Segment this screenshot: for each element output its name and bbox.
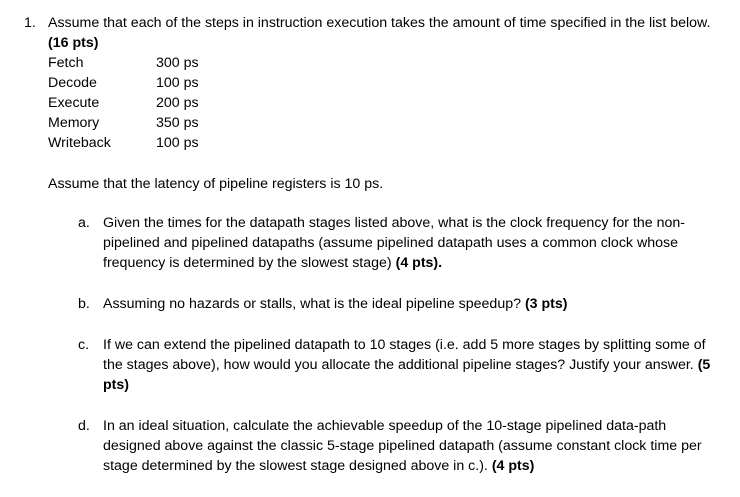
stage-name: Fetch <box>48 55 84 71</box>
subquestion-c <box>78 335 718 395</box>
stage-row <box>48 133 718 153</box>
stage-row <box>48 53 718 73</box>
stage-name: Writeback <box>48 135 111 151</box>
question-number: 1. <box>24 15 36 31</box>
stage-row <box>48 73 718 93</box>
subquestion-text <box>103 335 718 395</box>
stage-time: 200 ps <box>156 95 199 111</box>
subquestion-body: Assuming no hazards or stalls, what is the ideal pipeline speedup? <box>103 296 521 312</box>
subquestion-b <box>78 294 718 314</box>
question-body <box>48 13 718 208</box>
question-stem-text: Assume that each of the steps in instruction execution takes the amount of time specified in the list below. <box>48 15 711 31</box>
subquestion-text <box>103 294 718 314</box>
subquestion-letter: a. <box>78 215 90 231</box>
stage-time: 300 ps <box>156 55 199 71</box>
subquestion-body: If we can extend the pipelined datapath to 10 stages (i.e. add 5 more stages by splitting some of the stages above), how would you allocate the additional pipeline stages? Justify your answer. <box>103 337 706 373</box>
subquestion-points: (4 pts). <box>395 255 443 271</box>
question-stem-points: (16 pts) <box>48 35 99 51</box>
subquestion-a <box>78 213 718 273</box>
stage-time: 350 ps <box>156 115 199 131</box>
stage-row <box>48 113 718 133</box>
subquestion-letter: c. <box>78 337 90 353</box>
subquestion-points: (5 pts) <box>103 357 711 393</box>
subquestion-d <box>78 416 718 476</box>
latency-note: Assume that the latency of pipeline registers is 10 ps. <box>48 176 384 192</box>
subquestion-list <box>78 213 718 497</box>
stage-name: Memory <box>48 115 100 131</box>
subquestion-text <box>103 416 718 476</box>
subquestion-points: (4 pts) <box>491 458 535 474</box>
subquestion-text <box>103 213 718 273</box>
stage-name: Execute <box>48 95 100 111</box>
stage-time-list <box>48 53 718 153</box>
stage-name: Decode <box>48 75 97 91</box>
subquestion-body: In an ideal situation, calculate the achievable speedup of the 10-stage pipelined data-path designed above against the classic 5-stage pipelined datapath (assume constant clock time per stage determined by the slowest stage designed above in c.). <box>103 418 702 474</box>
stage-row <box>48 93 718 113</box>
subquestion-letter: d. <box>78 418 90 434</box>
stage-time: 100 ps <box>156 75 199 91</box>
subquestion-letter: b. <box>78 296 90 312</box>
subquestion-points: (3 pts) <box>524 296 568 312</box>
subquestion-body: Given the times for the datapath stages listed above, what is the clock frequency for the non-pipelined and pipelined datapaths (assume pipelined datapath uses a common clock whose frequency is determined by the slowest stage) <box>103 215 686 271</box>
question-stem <box>48 13 718 53</box>
stage-time: 100 ps <box>156 135 199 151</box>
